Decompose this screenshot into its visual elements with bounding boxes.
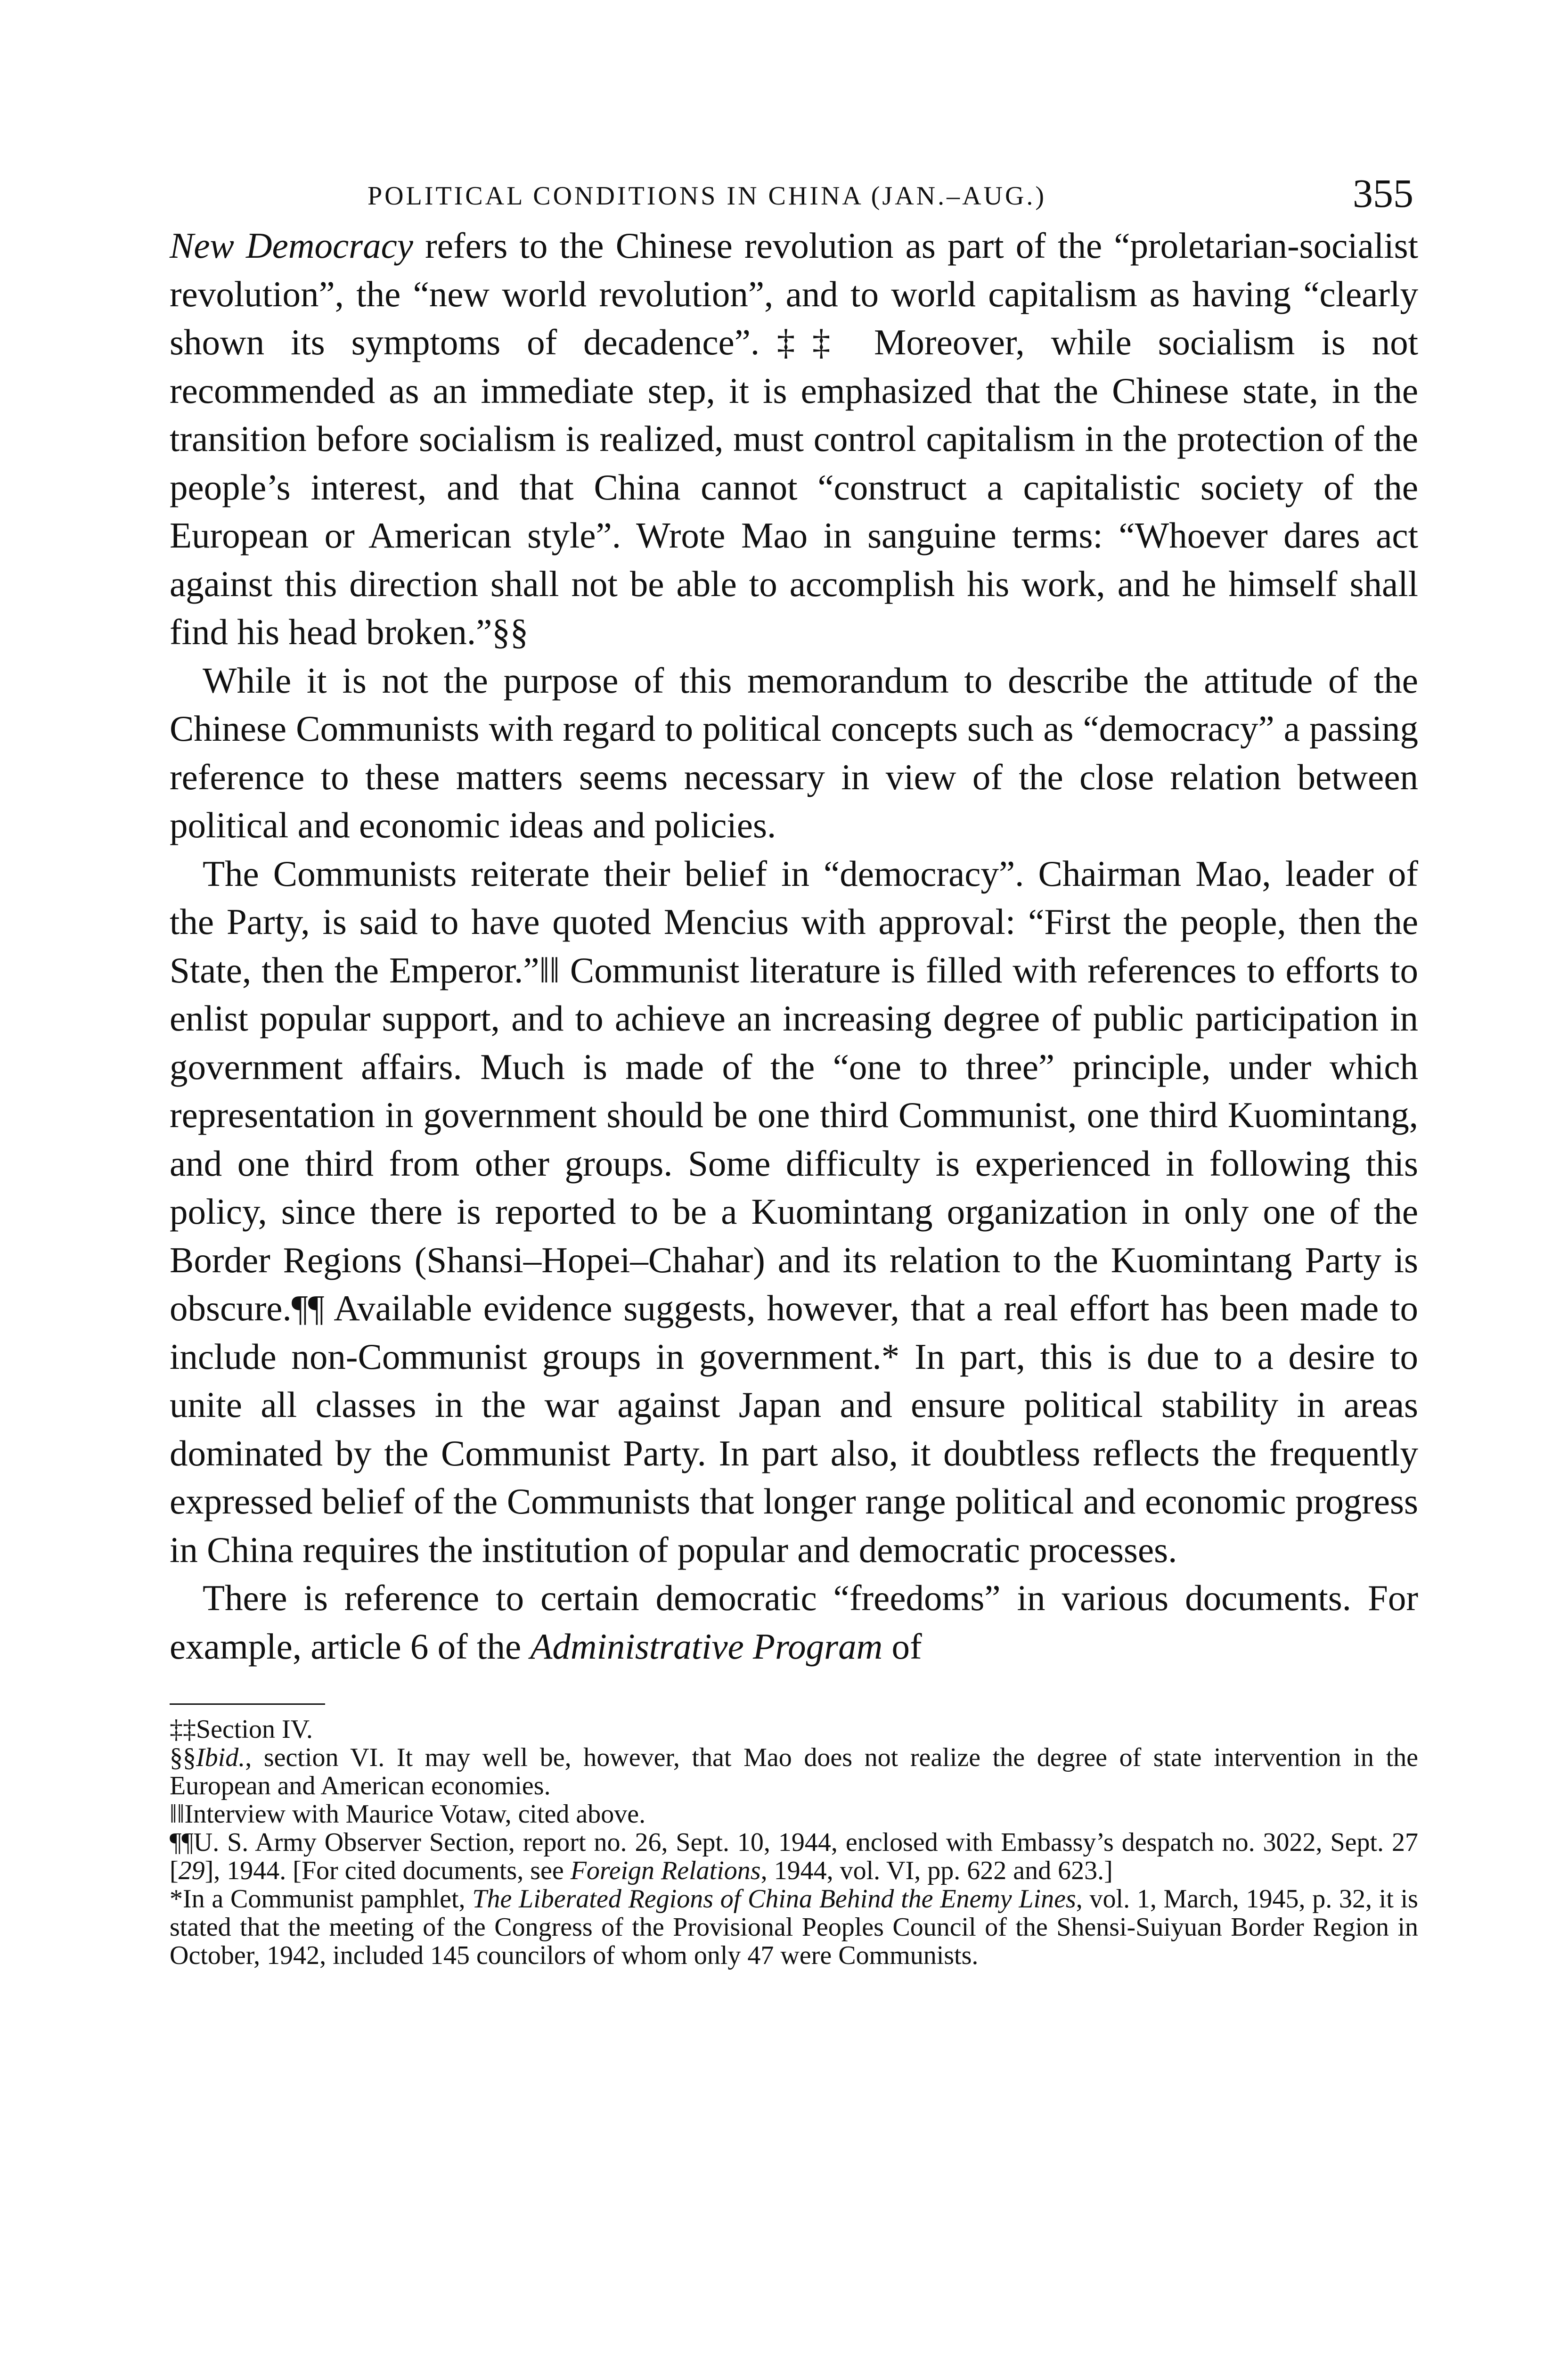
paragraph-1-text: refers to the Chinese revolution as part of the “proletarian-socialist revolution”, the “new world revolution”, and to world capitalism as having “clearly shown its symptoms of decadence”.‡‡ Moreover, while socialism is not recommended as an immediate step, it is emphasized that the Chinese state, in the transition before socialism is realized, must control capitalism in the protection of the people’s interest, and that China cannot “construct a capitalistic society of the European or American style”. Wrote Mao in sanguine terms: “Whoever dares act against this direction shall not be able to accomplish his work, and he himself shall find his head broken.”§§ — [170, 225, 1418, 652]
footnote-4-tail: , 1944, vol. VI, pp. 622 and 623.] — [760, 1856, 1113, 1885]
body-text — [170, 221, 1418, 1670]
footnote-4-mid: ], 1944. [For cited documents, see — [204, 1856, 571, 1885]
page-number: 355 — [1353, 171, 1413, 216]
paragraph-1-title: New Democracy — [170, 225, 413, 266]
paragraph-2: While it is not the purpose of this memorandum to describe the attitude of the Chinese Communists with regard to political concepts such as “democracy” a passing reference to these matters seems necessary in view of the close relation between political and economic ideas and policies. — [170, 660, 1418, 845]
footnote-2 — [170, 1743, 1418, 1800]
footnote-1: ‡‡Section IV. — [170, 1715, 313, 1744]
footnote-5-text: *In a Communist pamphlet, — [170, 1884, 473, 1914]
footnote-4-text: ¶¶U. S. Army Observer Section, report no. 26, Sept. 10, 1944, enclosed with Embassy’s despatch no. 3022, Sept. 27 [ — [170, 1828, 1418, 1885]
footnote-rule — [170, 1703, 325, 1705]
footnote-4 — [170, 1828, 1418, 1885]
footnote-5-italic: The Liberated Regions of China Behind the Enemy Lines — [472, 1884, 1076, 1914]
paragraph-4-tail: of — [882, 1626, 922, 1667]
footnote-2-mark: §§ — [170, 1743, 196, 1772]
paragraph-4 — [170, 1574, 1418, 1670]
footnotes — [170, 1715, 1418, 1970]
footnote-4-italic: Foreign Relations — [570, 1856, 761, 1885]
paragraph-3: The Communists reiterate their belief in “democracy”. Chairman Mao, leader of the Party, is said to have quoted Mencius with approval: “First the people, then the State, then the Emperor.”‖‖ Communist literature is filled with references to efforts to enlist popular support, and to achieve an increasing degree of public participation in government affairs. Much is made of the “one to three” principle, under which representation in government should be one third Communist, one third Kuomintang, and one third from other groups. Some difficulty is experienced in following this policy, since there is reported to be a Kuomintang organization in only one of the Border Regions (Shansi–Hopei–Chahar) and its relation to the Kuomintang Party is obscure.¶¶ Available evidence suggests, however, that a real effort has been made to include non-Communist groups in government.* In part, this is due to a desire to unite all classes in the war against Japan and ensure political stability in areas dominated by the Communist Party. In part also, it doubtless reflects the frequently expressed belief of the Communists that longer range political and economic progress in China requires the institution of popular and democratic processes. — [170, 853, 1418, 1570]
page-header — [170, 170, 1418, 221]
footnote-2-text: , section VI. It may well be, however, that Mao does not realize the degree of state intervention in the European and American economies. — [170, 1743, 1418, 1800]
footnote-5-tail: , vol. 1, March, 1945, p. 32, it is stated that the meeting of the Congress of the Provisional Peoples Council of the Shensi-Suiyuan Border Region in October, 1942, included 145 councilors of whom only 47 were Communists. — [170, 1884, 1418, 1970]
document-page — [170, 170, 1418, 1970]
footnote-5 — [170, 1885, 1418, 1970]
paragraph-4-text: There is reference to certain democratic “freedoms” in various documents. For example, article 6 of the — [170, 1578, 1418, 1667]
footnote-3: ‖‖Interview with Maurice Votaw, cited above. — [170, 1800, 646, 1829]
footnote-4-bracket-italic: 29 — [178, 1856, 205, 1885]
running-head: POLITICAL CONDITIONS IN CHINA (JAN.–AUG.) — [368, 181, 1047, 211]
paragraph-4-italic: Administrative Program — [530, 1626, 883, 1667]
paragraph-1 — [170, 221, 1418, 656]
footnote-2-italic: Ibid. — [196, 1743, 245, 1772]
